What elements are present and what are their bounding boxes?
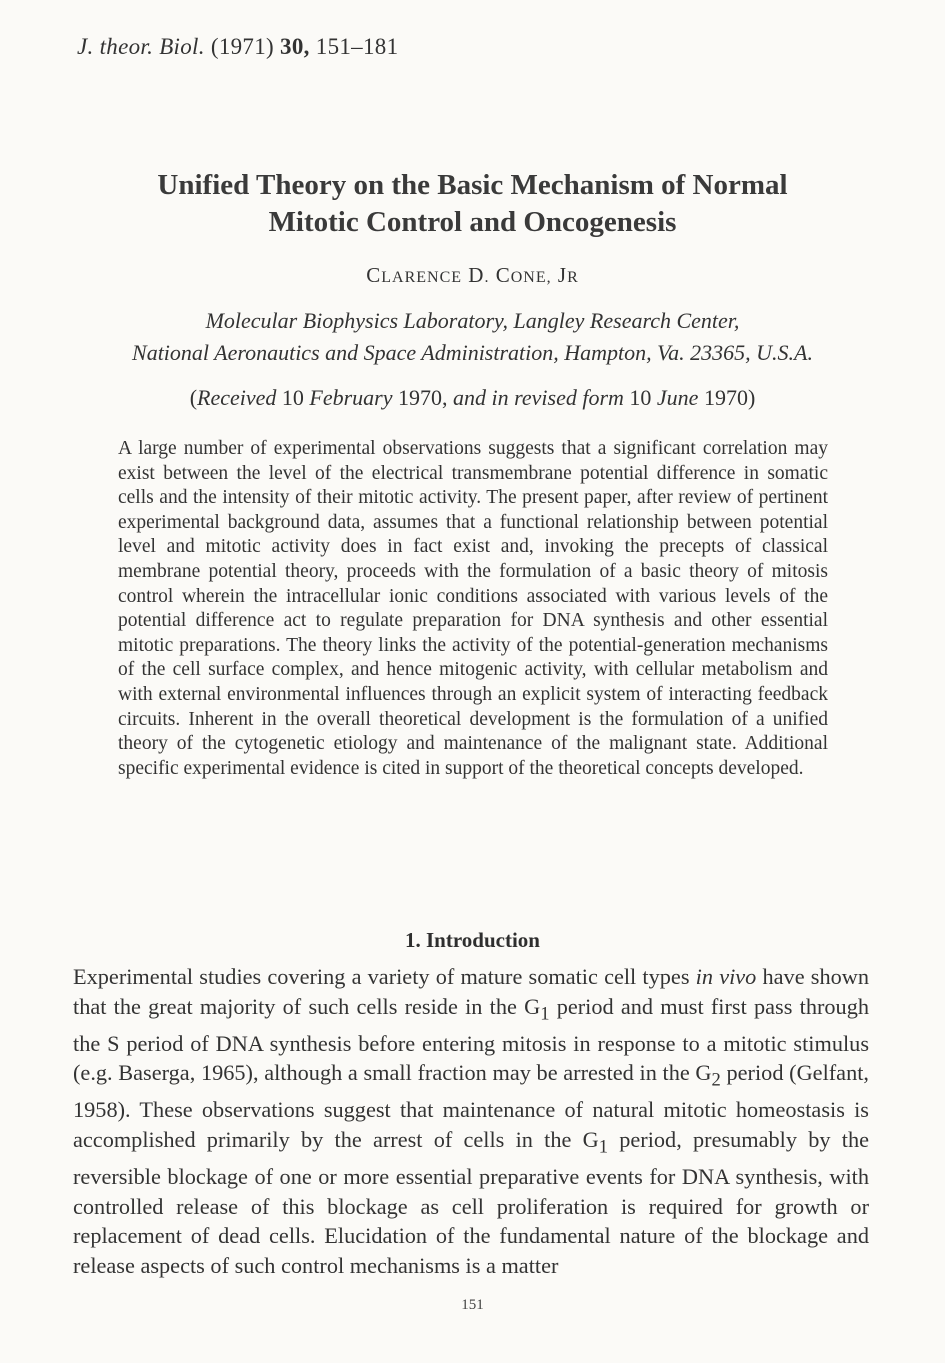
affiliation-line-2: National Aeronautics and Space Administration, Hampton, Va. 23365, U.S.A. (132, 340, 813, 365)
section-heading-introduction: 1. Introduction (405, 928, 540, 952)
author-affiliation (60, 305, 885, 369)
title-line-2: Mitotic Control and Oncogenesis (268, 206, 677, 238)
page-number: 151 (461, 1297, 484, 1313)
journal-abbrev: J. theor. Biol. (77, 34, 205, 59)
title-line-1: Unified Theory on the Basic Mechanism of Normal (157, 169, 788, 201)
received-label: Received (197, 385, 277, 410)
article-title (60, 167, 885, 241)
journal-volume: 30, (280, 34, 310, 59)
journal-year: (1971) (210, 34, 274, 59)
received-dates: (Received 10 February 1970, and in revised form 10 June 1970) (189, 385, 756, 410)
abstract-text: A large number of experimental observations suggests that a significant correlation may exist between the level of the electrical transmembrane potential difference in somatic cells and the intensity of their mitotic activity. The present paper, after review of pertinent experimental background data, assumes that a functional relationship between potential level and mitotic activity does in fact exist and, invoking the precepts of classical membrane potential theory, proceeds with the formulation of a basic theory of mitosis control wherein the intracellular ionic conditions associated with various levels of the potential difference act to regulate preparation for DNA synthesis and other essential mitotic preparations. The theory links the activity of the potential-generation mechanisms of the cell surface complex, and hence mitogenic activity, with cellular metabolism and with external environmental influences through an explicit system of interacting feedback circuits. Inherent in the overall theoretical development is the formulation of a unified theory of the cytogenetic etiology and maintenance of the malignant state. Additional specific experimental evidence is cited in support of the theoretical concepts developed. (118, 438, 828, 779)
revised-label: and in revised form (453, 385, 624, 410)
journal-pages: 151–181 (315, 34, 399, 59)
affiliation-line-1: Molecular Biophysics Laboratory, Langley Research Center, (205, 308, 740, 333)
introduction-paragraph: Experimental studies covering a variety of mature somatic cell types in vivo have shown that the great majority of such cells reside in the $G_1$ period and must first pass through the S period of DNA synthesis before entering mitosis in response to a mitotic stimulus (e.g. Baserga, 1965), although a small fraction may be arrested in the $G_2$ period (Gelfant, 1958). These observations suggest that maintenance of natural mitotic homeostasis is accomplished primarily by the arrest of cells in the $G_1$ period, presumably by the reversible blockage of one or more essential preparative events for DNA synthesis, with controlled release of this blockage as cell proliferation is required for growth or replacement of dead cells. Elucidation of the fundamental nature of the blockage and release aspects of such control mechanisms is a matter (73, 964, 869, 1278)
author-name: CLARENCE D. CONE, JR (366, 263, 579, 287)
journal-reference (77, 34, 398, 60)
